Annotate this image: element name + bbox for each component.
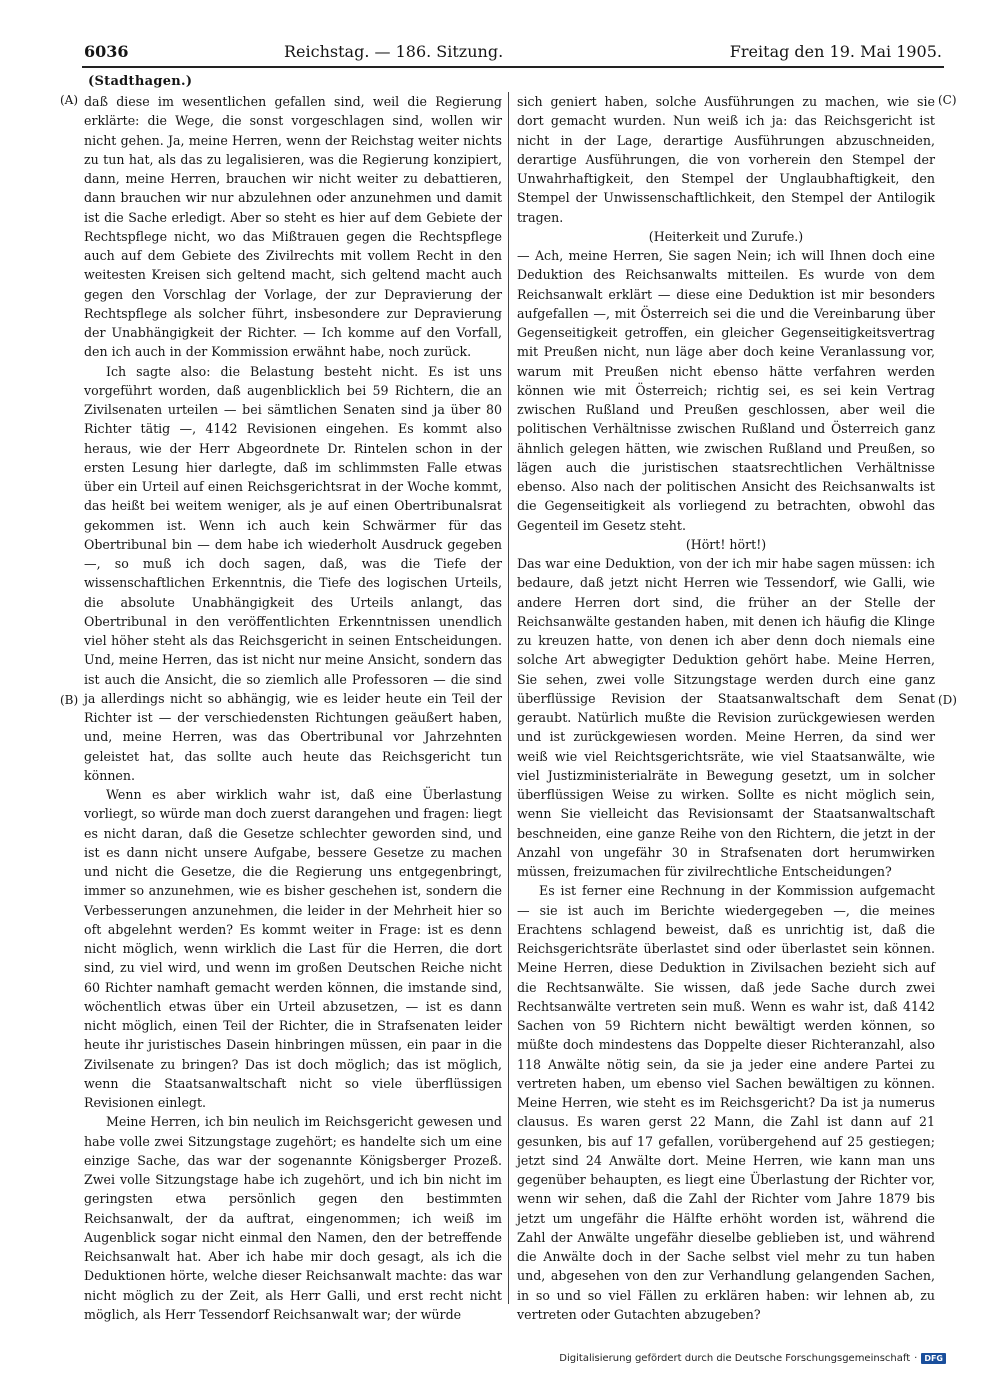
footer-separator: · [914,1353,918,1364]
paragraph: sich geniert haben, solche Ausführungen zu machen, wie sie dort gemacht wurden. Nun weiß ich ja: das Reichsgericht ist nicht in der Lage, derartige Ausführungen abzuschneiden, derartige Ausführungen, die von vorherein den Stempel der Unwahrhaftigkeit, den Stempel der Unglaubhaftigkeit, den Stempel der Unwissenschaftlichkeit, den Stempel der Antilogik tragen. [517,94,935,225]
left-column [84,92,502,1322]
paragraph: daß diese im wesentlichen gefallen sind, weil die Regierung erklärte: die Wege, die sonst vorgeschlagen sind, wollen wir nicht gehen. Ja, meine Herren, wenn der Reichstag weiter nichts zu tun hat, als das zu legalisieren, was die Regierung konzipiert, dann, meine Herren, brauchen wir nicht weiter zu debattieren, dann brauchen wir nur abzulehnen oder anzunehmen und damit ist die Sache erledigt. Aber so steht es hier auf dem Gebiete der Rechtspflege nicht, wo das Mißtrauen gegen die Rechtspflege auch auf dem Gebiete des Zivilrechts mit vollem Recht in den weitesten Kreisen sich geltend macht, sich geltend macht auch gegen den Vorschlag der Vorlage, der zur Depravierung der Rechtspflege als solcher führt, insbesondere zur Depravierung der Unabhängigkeit der Richter. — Ich komme auf den Vorfall, den ich auch in der Kommission erwähnt habe, noch zurück. [84,94,502,360]
paragraph: Wenn es aber wirklich wahr ist, daß eine Überlastung vorliegt, so würde man doch zuerst darangehen und fragen: liegt es nicht daran, daß die Gesetze schlechter geworden sind, und ist es dann nicht unsere Aufgabe, bessere Gesetze zu machen und nicht die Gesetze, die die Regierung uns entgegenbringt, immer so anzunehmen, wie es bisher geschehen ist, sondern die Verbesserungen anzunehmen, die leider in der Mehrheit hier so oft abgelehnt werden? Es kommt weiter in Frage: ist es denn nicht möglich, wenn wirklich die Last für die Herren, die dort sind, zu viel wird, und wenn im großen Deutschen Reiche nicht 60 Richter namhaft gemacht werden können, die imstande sind, wöchentlich etwas über ein Urteil abzusetzen, — ist es dann nicht möglich, einen Teil der Richter, die in Strafsenaten leider heute ihr juristisches Dasein hinbringen müssen, ein paar in die Zivilsenate zu bringen? Das ist doch möglich; das ist möglich, wenn die Staatsanwaltschaft nicht so viele überflüssigen Revisionen einlegt. [84,787,502,1110]
paragraph: Meine Herren, ich bin neulich im Reichsgericht gewesen und habe volle zwei Sitzungstage zugehört; es handelte sich um eine einzige Sache, das war der sogenannte Königsberger Prozeß. Zwei volle Sitzungstage habe ich zugehört, und ich bin nicht im geringsten etwa persönlich gegen den bestimmten Reichsanwalt, der da auftrat, eingenommen; ich weiß im Augenblick sogar nicht einmal den Namen, den der betreffende Reichsanwalt hat. Aber ich habe mir doch gesagt, als ich die Deduktionen hörte, welche dieser Reichsanwalt machte: das war nicht möglich zu der Zeit, als Herr Galli, und erst recht nicht möglich, als Herr Tessendorf Reichsanwalt war; der würde [84,1114,502,1322]
running-header [84,42,942,68]
header-date: Freitag den 19. Mai 1905. [729,42,942,61]
margin-marker-b: (B) [60,693,79,707]
stage-direction: (Hört! hört!) [685,536,767,552]
margin-marker-a: (A) [60,93,79,107]
paragraph: Es ist ferner eine Rechnung in der Kommission aufgemacht — sie ist auch im Berichte wiedergegeben —, die meines Erachtens schlagend beweist, daß es unrichtig ist, daß die Reichsgerichtsräte überlastet sind oder überlastet sein können. Meine Herren, diese Deduktion in Zivilsachen bezieht sich auf die Rechtsanwälte. Sie wissen, daß jede Sache durch zwei Rechtsanwälte vertreten sein muß. Wenn es wahr ist, daß 4142 Sachen von 59 Richtern nicht bewältigt werden können, so müßte doch mindestens das Doppelte dieser Richteranzahl, also 118 Anwälte nötig sein, da sie ja jeder eine andere Partei zu vertreten haben, um ebenso viel Sachen bewältigen zu können. Meine Herren, wie steht es im Reichsgericht? Da ist ja numerus clausus. Es waren gerst 22 Mann, die Zahl ist dann auf 21 gesunken, bis auf 17 gefallen, vorübergehend auf 25 gestiegen; jetzt sind 24 Anwälte dort. Meine Herren, wie kann man uns gegenüber behaupten, es liegt eine Überlastung der Richter vor, wenn wir sehen, daß die Zahl der Richter vom Jahre 1879 bis jetzt um ungefähr die Hälfte erhöht worden ist, während die Zahl der Anwälte ungefähr dieselbe geblieben ist, und während die Anwälte doch in der Sache selbst viel mehr zu tun haben und, abgesehen von den zur Verhandlung gelangenden Sachen, in so und so viel Fällen zu erklären haben: wir lehnen ab, zu vertreten oder Gutachten abzugeben? [517,883,935,1322]
header-rule [82,66,944,68]
paragraph: Ich sagte also: die Belastung besteht nicht. Es ist uns vorgeführt worden, daß augenblicklich bei 59 Richtern, die an Zivilsenaten urteilen — bei sämtlichen Senaten sind ja über 80 Richter tätig —, 4142 Revisionen eingehen. Es kommt also heraus, wie der Herr Abgeordnete Dr. Rintelen schon in der ersten Lesung hier darlegte, daß im schlimmsten Falle etwas über ein Urteil auf einen Reichsgerichtsrat in der Woche kommt, das heißt bei weitem weniger, als je auf einen Obertribunalsrat gekommen ist. Wenn ich auch kein Schwärmer für das Obertribunal bin — dem habe ich wiederholt Ausdruck gegeben —, so muß ich doch sagen, daß, was die Tiefe der wissenschaftlichen Erkenntnis, die Tiefe des logischen Urteils, die absolute Unabhängigkeit des Urteils anlangt, das Obertribunal in den veröffentlichten Erkenntnissen unendlich viel höher steht als das Reichsgericht in seinen Entscheidungen. Und, meine Herren, das ist nicht nur meine Ansicht, sondern das ist auch die Ansicht, die so ziemlich alle Professoren — die sind ja allerdings nicht so abhängig, wie es leider heute ein Teil der Richter ist — der verschiedensten Richtungen geäußert haben, und, meine Herren, was das Obertribunal vor Jahrzehnten geleistet hat, das sollte auch heute das Reichsgericht tun können. [84,363,502,783]
paragraph: — Ach, meine Herren, Sie sagen Nein; ich will Ihnen doch eine Deduktion des Reichsanwalts mitteilen. Es wurde von dem Reichsanwalt erklärt — diese eine Deduktion ist mir besonders aufgefallen —, mit Österreich sei die und die Vereinbarung über Gegenseitigkeit getroffen, ein gleicher Gegenseitigkeitsvertrag mit Preußen nicht, nun läge aber doch keine Veranlassung vor, warum mit Preußen nicht ebenso hätte verfahren werden können wie mit Österreich; richtig sei, es sei kein Vertrag zwischen Rußland und Preußen geschlossen, aber weil die politischen Verhältnisse zwischen Rußland und Österreich ganz ähnlich gelegen hätten, wie zwischen Rußland und Preußen, so lägen auch die juristischen staatsrechtlichen Verhältnisse ebenso. Also nach der politischen Ansicht des Reichsanwalts ist die Gegenseitigkeit als vorliegend zu betrachten, obwohl das Gegenteil im Gesetz steht. [517,248,935,533]
speaker-name: (Stadthagen.) [88,74,193,89]
paragraph: Das war eine Deduktion, von der ich mir habe sagen müssen: ich bedaure, daß jetzt nicht Herren wie Tessendorf, wie Galli, wie andere Herren dort sind, die früher an der Stelle der Reichsanwälte gestanden haben, mit denen ich häufig die Klinge zu kreuzen hatte, von denen ich aber denn doch niemals eine solche Art abwegigter Deduktion gehört habe. Meine Herren, Sie sehen, zwei volle Sitzungstage werden durch eine ganz überflüssige Revision der Staatsanwaltschaft dem Senat geraubt. Natürlich mußte die Revision zurückgewiesen werden und ist zurückgewiesen worden. Meine Herren, da sind wer weiß wie viel Reichtsgerichtsräte, wie viel Staatsanwälte, wie viel Justizministerialräte in Bewegung gesetzt, um in solcher überflüssigen Weise zu wirken. Sollte es nicht möglich sein, wenn Sie vielleicht das Revisionsamt der Staatsanwaltschaft beschneiden, eine ganze Reihe von den Richtern, die jetzt in der Anzahl von ungefähr 30 in Strafsenaten dort herumwirken müssen, freizumachen für zivilrechtliche Entscheidungen? [517,556,935,879]
dfg-logo: DFG [921,1353,946,1364]
column-divider [508,92,509,1304]
header-title: Reichstag. — 186. Sitzung. [284,42,504,61]
footer-text: Digitalisierung gefördert durch die Deutsche Forschungsgemeinschaft [559,1353,911,1364]
stage-direction: (Heiterkeit und Zurufe.) [648,228,804,244]
margin-marker-d: (D) [938,693,957,707]
right-column [517,92,935,1322]
page-number: 6036 [84,42,129,61]
footer [559,1353,946,1364]
margin-marker-c: (C) [938,93,957,107]
